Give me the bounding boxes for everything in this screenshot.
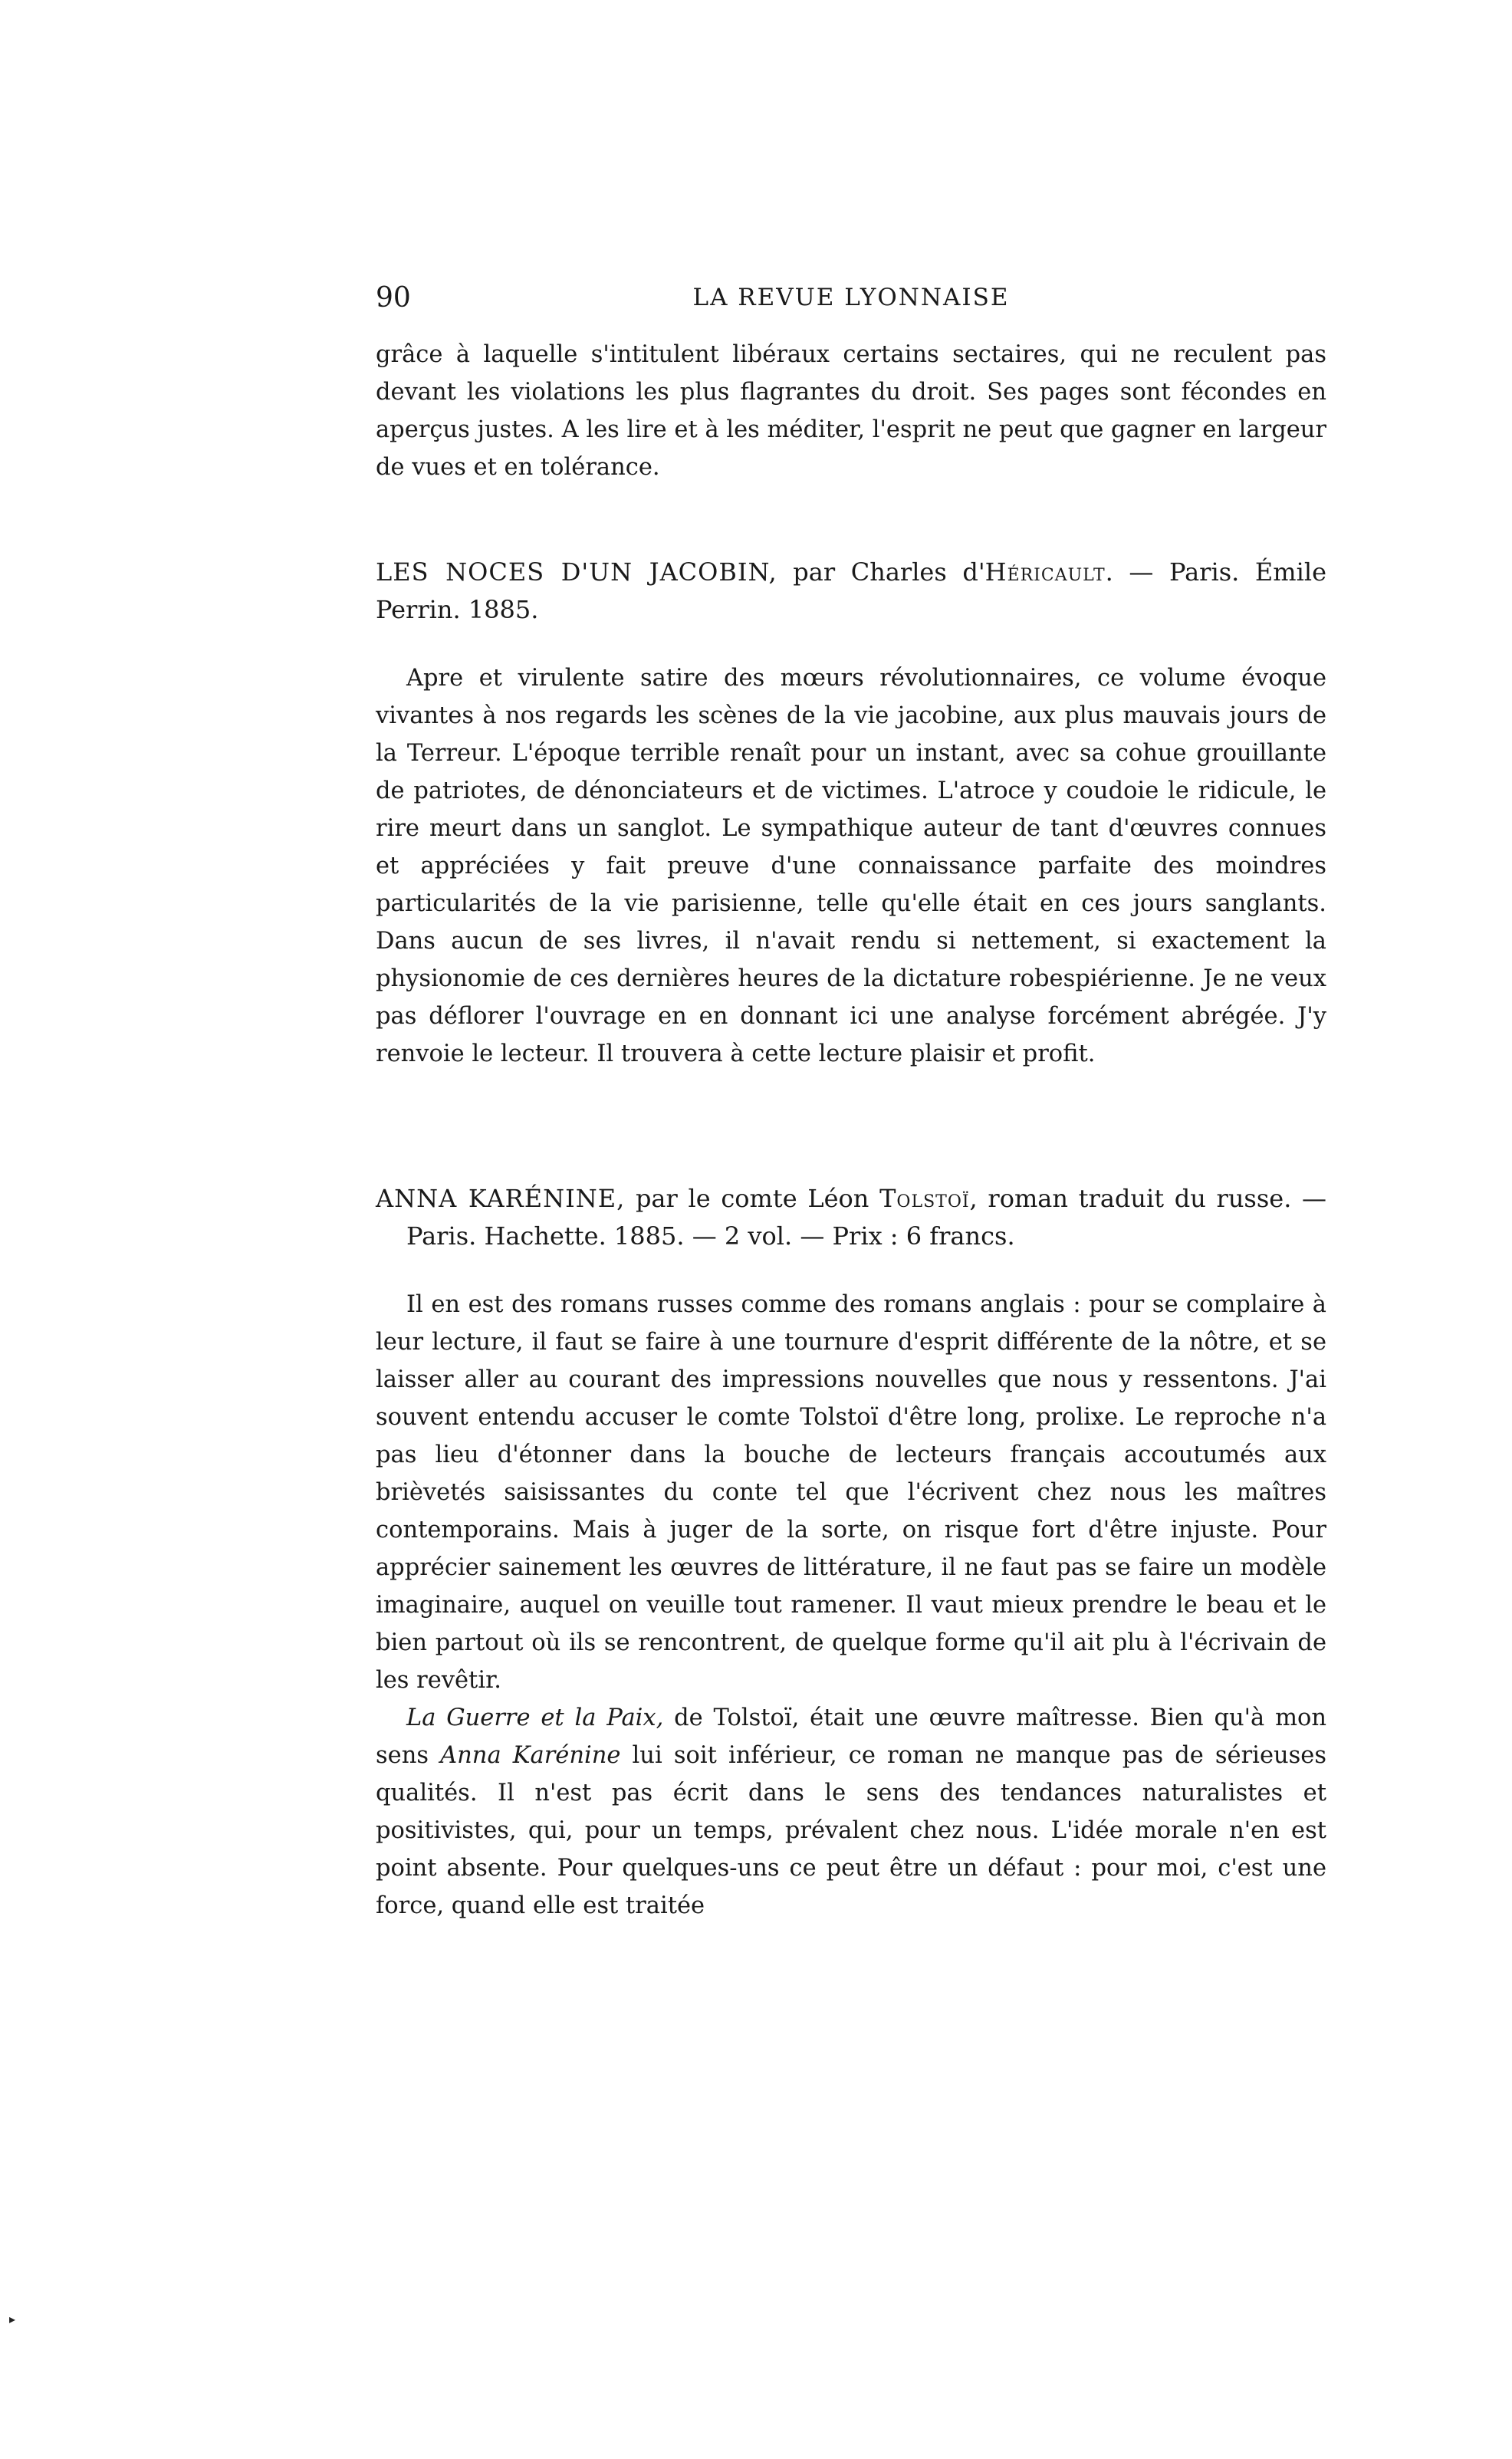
heading-imprint: . — Paris. Émile Perrin. 1885. xyxy=(376,557,1326,624)
heading-imprint: , roman traduit du russe. — Paris. Hachette. 1885. — 2 vol. — Prix : 6 francs. xyxy=(406,1184,1327,1251)
paragraph-text: de Tolstoï, était une œuvre maîtresse. Bien qu'à mon sens xyxy=(376,1705,1326,1769)
review-heading-karenine xyxy=(376,1180,1326,1255)
author-name: Tolstoï xyxy=(879,1184,970,1213)
running-head xyxy=(376,276,1326,322)
book-title: LES NOCES D'UN JACOBIN, xyxy=(376,557,777,587)
page-number: 90 xyxy=(376,282,411,314)
paragraph-text: lui soit inférieur, ce roman ne manque pas de sérieuses qualités. Il n'est pas écrit dans le sens des tendances naturalistes et positivistes, qui, pour un temps, prévalent chez nous. L'idée morale n'en est point absente. Pour quelques-uns ce peut être un défaut : pour moi, c'est une force, quand elle est traitée xyxy=(376,1742,1326,1919)
review-body-karenine-1: Il en est des romans russes comme des romans anglais : pour se complaire à leur lecture, il faut se faire à une tournure d'esprit différente de la nôtre, et se laisser aller au courant des impressions nouvelles que nous y ressentons. J'ai souvent entendu accuser le comte Tolstoï d'être long, prolixe. Le reproche n'a pas lieu d'étonner dans la bouche de lecteurs français accoutumés aux brièvetés saisissantes du conte tel que l'écrivent chez nous les maîtres contemporains. Mais à juger de la sorte, on risque fort d'être injuste. Pour apprécier sainement les œuvres de littérature, il ne faut pas se faire un modèle imaginaire, auquel on veuille tout ramener. Il vaut mieux prendre le beau et le bien partout où ils se rencontrent, de quelque forme qu'il ait plu à l'écrivain de les revêtir. xyxy=(376,1291,1326,1694)
work-title: Anna Karénine xyxy=(440,1742,621,1769)
author-name: Héricault xyxy=(984,557,1106,587)
review-body-karenine-2 xyxy=(376,1699,1326,1925)
review-body-noces: Apre et virulente satire des mœurs révolutionnaires, ce volume évoque vivantes à nos regards les scènes de la vie jacobine, aux plus mauvais jours de la Terreur. L'époque terrible renaît pour un instant, avec sa cohue grouillante de patriotes, de dénonciateurs et de victimes. L'atroce y coudoie le ridicule, le rire meurt dans un sanglot. Le sympathique auteur de tant d'œuvres connues et appréciées y fait preuve d'une connaissance parfaite des moindres particularités de la vie parisienne, telle qu'elle était en ces jours sanglants. Dans aucun de ses livres, il n'avait rendu si nettement, si exactement la physionomie de ces dernières heures de la dictature robespiérienne. Je ne veux pas déflorer l'ouvrage en en donnant ici une analyse forcément abrégée. J'y renvoie le lecteur. Il trouvera à cette lecture plaisir et profit. xyxy=(376,665,1326,1067)
continuation-paragraph: grâce à laquelle s'intitulent libéraux certains sectaires, qui ne reculent pas devant les violations les plus flagrantes du droit. Ses pages sont fécondes en aperçus justes. A les lire et à les méditer, l'esprit ne peut que gagner en largeur de vues et en tolérance. xyxy=(376,341,1326,481)
review-heading-noces xyxy=(376,554,1326,629)
work-title: La Guerre et la Paix, xyxy=(406,1705,664,1731)
page xyxy=(376,276,1326,1925)
heading-by: par Charles d' xyxy=(793,557,985,587)
margin-mark: ▸ xyxy=(9,2312,16,2326)
journal-title: LA REVUE LYONNAISE xyxy=(692,284,1010,311)
book-title: ANNA KARÉNINE, xyxy=(376,1184,626,1213)
heading-by: par le comte Léon xyxy=(635,1184,869,1213)
